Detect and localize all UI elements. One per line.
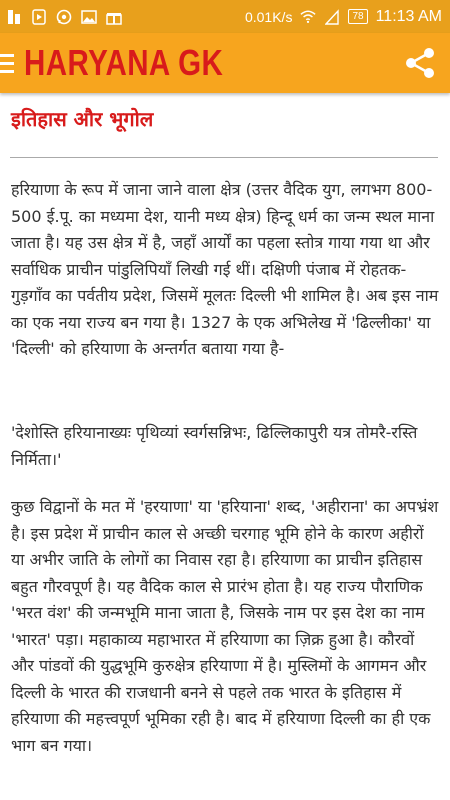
heading-divider [10, 157, 438, 158]
wifi-icon [300, 9, 316, 25]
share-icon[interactable] [402, 45, 438, 81]
gift-icon [106, 9, 122, 25]
whatsapp-icon [56, 9, 72, 25]
signal-icon [324, 9, 340, 25]
battery-icon: 78 [348, 9, 367, 24]
status-bar [0, 0, 450, 33]
article-paragraph-2: 'देशोस्ति हरियानाख्यः पृथिव्यां स्वर्गसन्निभः, ढिल्लिकापुरी यत्र तोमरै-रस्ति निर्मिता।' [11, 423, 418, 469]
article-paragraph-1: हरियाणा के रूप में जाना जाने वाला क्षेत्र (उत्तर वैदिक युग, लगभग 800-500 ई.पू. का मध्यमा देश, यानी मध्य क्षेत्र) हिन्दू धर्म का जन्म स्थल माना जाता है। यह उस क्षेत्र में है, जहाँ आर्यों का पहला स्तोत्र गाया गया था और सर्वाधिक प्राचीन पांडुलिपियाँ लिखी गई थीं। दक्षिणी पंजाब में रोहतक-गुड़गाँव का पर्वतीय प्रदेश, जिसमें मूलतः दिल्ली भी शामिल है। अब इस नाम का एक नया राज्य बन गया है। 1327 के एक अभिलेख में 'ढिल्लीका' या 'दिल्ली' को हरियाणा के अन्तर्गत बताया गया है- [11, 180, 439, 358]
clock: 11:13 AM [375, 7, 442, 25]
app-title: HARYANA GK [24, 42, 224, 83]
menu-icon[interactable] [0, 33, 18, 93]
gallery-icon [81, 9, 97, 25]
play-store-icon [31, 9, 47, 25]
article-content[interactable] [0, 93, 450, 800]
network-speed: 0.01K/s [244, 8, 293, 25]
app-bar [0, 33, 450, 93]
section-heading: इतिहास और भूगोल [11, 107, 154, 131]
app-notification-icon [6, 9, 22, 25]
article-paragraph-3: कुछ विद्वानों के मत में 'हरयाणा' या 'हरियाना' शब्द, 'अहीराना' का अपभ्रंश है। इस प्रदेश में प्राचीन काल से अच्छी चरगाह भूमि होने के कारण अहीरों या अभीर जाति के लोगों का निवास रहा है। हरियाणा का प्राचीन इतिहास बहुत गौरवपूर्ण है। यह वैदिक काल से प्रारंभ होता है। यह राज्य पौराणिक 'भरत वंश' की जन्मभूमि माना जाता है, जिसके नाम पर इस देश का नाम 'भारत' पड़ा। महाकाव्य महाभारत में हरियाणा का ज़िक्र हुआ है। कौरवों और पांडवों की युद्धभूमि कुरुक्षेत्र हरियाणा में है। मुस्लिमों के आगमन और दिल्ली के भारत की राजधानी बनने से पहले तक भारत के इतिहास में हरियाणा की महत्त्वपूर्ण भूमिका रही है। बाद में हरियाणा दिल्ली का ही एक भाग बन गया। [11, 497, 439, 755]
